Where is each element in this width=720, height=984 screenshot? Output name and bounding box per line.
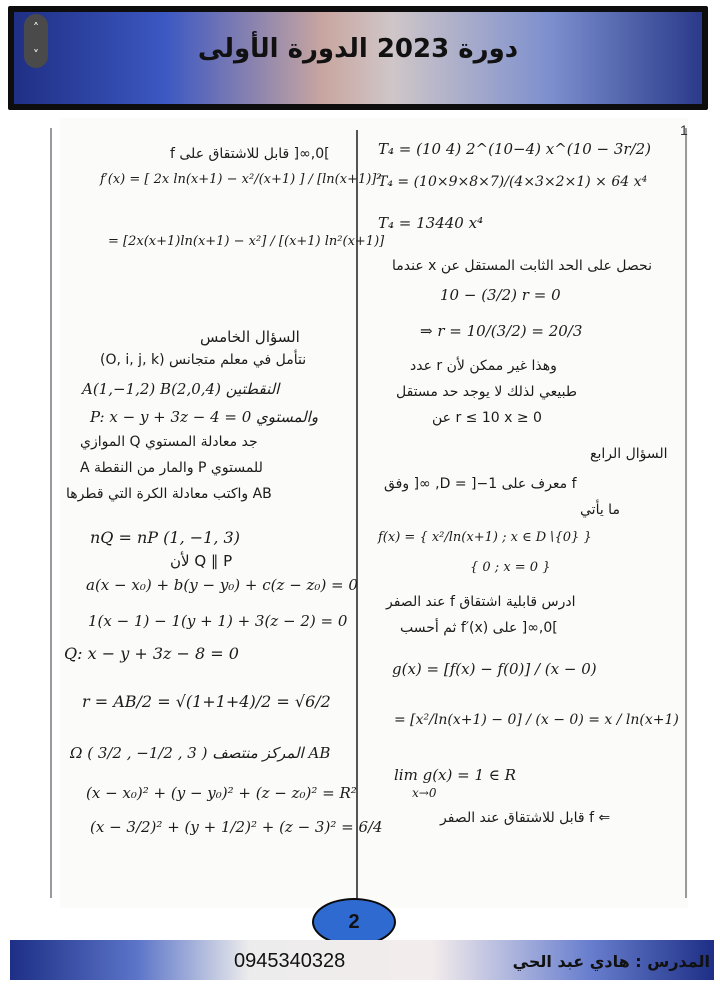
teacher-name: المدرس : هادي عبد الحي xyxy=(512,952,710,971)
right-line-14: { 0 ; x = 0 } xyxy=(470,560,551,575)
left-line-2: f′(x) = [ 2x ln(x+1) − x²/(x+1) ] / [ln(x+1)]² xyxy=(100,172,382,187)
teacher-phone: 0945340328 xyxy=(234,950,346,972)
left-line-12: Q ∥ P لأن xyxy=(170,552,233,570)
left-line-4: السؤال الخامس xyxy=(200,328,300,346)
left-line-16: r = AB/2 = √(1+1+4)/2 = √6/2 xyxy=(82,692,331,711)
left-line-5: نتأمل في معلم متجانس (O, i, j, k) xyxy=(100,352,307,368)
header-banner xyxy=(8,6,708,110)
right-line-21: ⇐ f قابل للاشتقاق عند الصفر xyxy=(440,810,611,826)
left-line-1: ]0,∞[ قابل للاشتقاق على f xyxy=(170,146,330,162)
right-line-7: وهذا غير ممكن لأن r عدد xyxy=(410,358,557,374)
right-line-9: 0 ≤ r ≤ 10 x عن xyxy=(432,410,542,426)
left-line-19: (x − 3/2)² + (y + 1/2)² + (z − 3)² = 6/4 xyxy=(90,818,383,836)
left-line-18: (x − x₀)² + (y − y₀)² + (z − z₀)² = R² xyxy=(86,784,357,802)
left-line-13: a(x − x₀) + b(y − y₀) + c(z − z₀) = 0 xyxy=(86,576,358,594)
right-line-13: f(x) = { x²/ln(x+1) ; x ∈ D∖{0} } xyxy=(378,530,592,545)
header-gradient xyxy=(14,12,702,104)
right-margin-line xyxy=(685,128,687,898)
left-line-10: AB واكتب معادلة الكرة التي قطرها xyxy=(66,486,272,502)
right-line-18: = [x²/ln(x+1) − 0] / (x − 0) = x / ln(x+1) xyxy=(394,712,679,728)
left-line-17: Ω ( 3/2 , −1/2 , 3 ) المركز منتصف AB xyxy=(70,744,331,762)
page-scroll-control[interactable] xyxy=(24,14,48,68)
left-line-15: Q: x − y + 3z − 8 = 0 xyxy=(64,644,239,663)
left-line-11: nQ = nP (1, −1, 3) xyxy=(90,528,240,547)
right-line-11: f معرف على D = ]−1, ∞[ وفق xyxy=(384,476,577,492)
right-line-2: T₄ = (10×9×8×7)/(4×3×2×1) × 64 x⁴ xyxy=(378,174,648,190)
right-line-5: 10 − (3/2) r = 0 xyxy=(440,286,561,304)
right-line-16: ]0,∞[ على f′(x) ثم أحسب xyxy=(400,620,558,636)
right-line-15: ادرس قابلية اشتقاق f عند الصفر xyxy=(386,594,576,610)
left-line-8: جد معادلة المستوي Q الموازي xyxy=(80,434,258,450)
right-line-1: T₄ = (10 4) 2^(10−4) x^(10 − 3r/2) xyxy=(378,140,652,158)
right-line-19: lim g(x) = 1 ∈ R xyxy=(394,766,516,784)
chevron-down-icon[interactable]: ˅ xyxy=(33,47,39,62)
right-line-17: g(x) = [f(x) − f(0)] / (x − 0) xyxy=(392,660,597,678)
right-line-4: نحصل على الحد الثابت المستقل عن x عندما xyxy=(392,258,652,274)
right-line-6: ⇒ r = 10/(3/2) = 20/3 xyxy=(420,322,583,340)
right-line-10: السؤال الرابع xyxy=(590,446,668,462)
left-line-7: P: x − y + 3z − 4 = 0 والمستوي xyxy=(90,408,319,426)
left-line-9: للمستوي P والمار من النقطة A xyxy=(80,460,263,476)
left-line-14: 1(x − 1) − 1(y + 1) + 3(z − 2) = 0 xyxy=(88,612,348,630)
left-margin-line xyxy=(50,128,52,898)
page-mark: 1 xyxy=(680,122,688,138)
left-line-3: = [2x(x+1)ln(x+1) − x²] / [(x+1) ln²(x+1)] xyxy=(108,234,385,249)
right-line-3: T₄ = 13440 x⁴ xyxy=(378,214,484,232)
page-number-badge: 2 xyxy=(312,898,396,946)
chevron-up-icon[interactable]: ˄ xyxy=(33,20,39,35)
page-title: دورة 2023 الدورة الأولى xyxy=(197,34,519,64)
right-line-20: x→0 xyxy=(412,786,437,800)
right-line-8: طبيعي لذلك لا يوجد حد مستقل xyxy=(396,384,577,400)
right-line-12: ما يأتي xyxy=(580,502,620,518)
left-line-6: A(1,−1,2) B(2,0,4) النقطتين xyxy=(82,380,280,398)
